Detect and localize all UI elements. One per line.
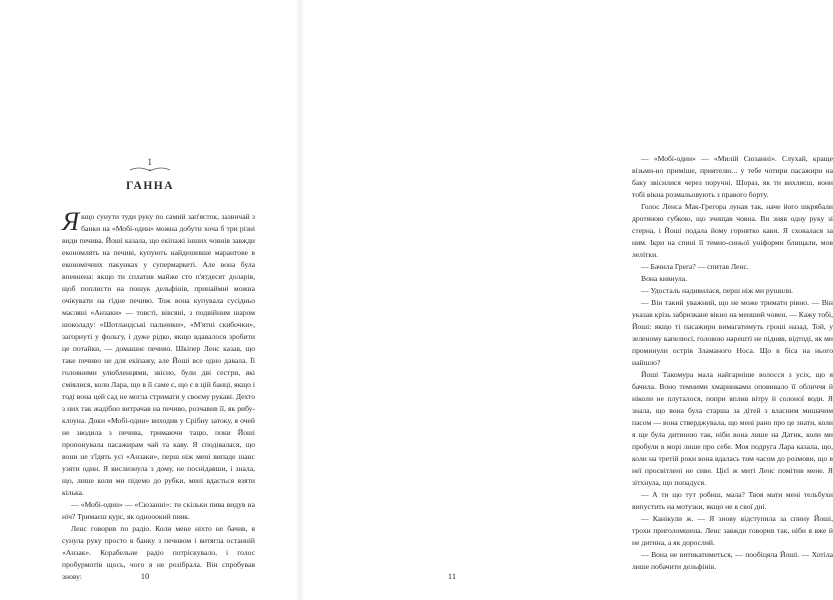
paragraph: — Бачила Грега? — спитав Ленс. (641, 262, 749, 271)
paragraph (62, 207, 255, 499)
paragraph: Вона кивнула. (641, 274, 688, 283)
page-number-right: 11 (447, 571, 457, 581)
left-page-text (62, 207, 255, 583)
paragraph: Ленс говорив по радіо. Коли мене ніхто не бачив, я сунула руку просто в банку з печивом і витягла останній «Анзак». Корабельне радіо потріскувало, і голос пробурмотів щось, чого я не розібрала. Він спробував знову: (62, 524, 255, 581)
paragraph: — А ти що тут робиш, мала? Твоя мати мені тельбухи випустить на мотузки, якщо не в свої дні. (632, 490, 833, 511)
left-page (0, 0, 300, 600)
paragraph: — Вона не витикатиметься, — пообіцяла Йоші. — Хотіла лише побачити дельфінів. (632, 550, 833, 571)
chapter-title: ГАННА (125, 180, 175, 192)
right-page-text (632, 153, 833, 573)
paragraph: — Удосталь надивилася, перш ніж ми рушили. (641, 286, 794, 295)
paragraph: Йоші Такомура мала найгарніше волосся з усіх, що я бачила. Воно темними хмаринками оповивало її обличчя й ніколи не плуталося, попри вплив вітру й солоної води. Я знала, що вона була старша за дітей з власним мишачим пасом — вона стверджувала, що мені рано про це знати, коли я ще була дитиною так, ніби вона лише на Датик, коли ми пробули в морі лише про себе. Моя подруга Лара казала, що, коли на третій роки вона вдалась тим часом до розмови, що в неї просвітлені не сиве. Цієї ж миті Ленс помітив мене. Я зітхнула, що попадуся. (632, 370, 833, 487)
chapter-number: 1 (147, 157, 153, 167)
paragraph: — «Мобі-один» — «Милій Сюзанні». Слухай, краще візьми-но приміше, приятелю... у тебе чотири пасажири на баку звісилися через поручні. Шораз, як ти вихляєш, вони тобі вікна розмальовують з правого борту. (632, 154, 833, 199)
paragraph: — Канікули ж. — Я знову відступила за спину Йоші, трохи приголомшена. Ленс завжди говорив так, ніби я вже й не дитина, а як дорослий. (632, 514, 833, 547)
paragraph: — «Мобі-один» — «Сюзанні»: ти скільки пива видув на ніч? Тримаєш курс, як однооокий пияк. (62, 500, 255, 521)
drop-cap: Я (62, 207, 80, 236)
right-page (300, 0, 833, 600)
paragraph-text: кщо сунути туди руку по самий зап'ясток, зазвичай з банки на «Мобі-один» можна добути хоча б три різні види печива. Йоші казала, що екіпажі інших човнів завжди економлять на печиві, купують найдешевше марантове в економічних пакунках у супермаркеті. Але вона була впевнена: якщо ти сплатив майже сто п'ятдесят доларів, щоб поплисти на пошук дельфінів, принаймні можна очікувати на гідне печиво. Тож вона купувала сусідньо масляні «Анзаки» — товсті, вівсяні, з подвійним шаром шоколаду: «Шотландські пальчики», «М'ятні скибочки», загорнуті у фольгу, і дуже рідко, якщо вдавалося зробити це потайки, — домашнє печиво. Шкіпер Ленс казав, що таке печиво не для екіпажу, але Йоші все одно давала. Її головними улюбленцями, звісно, були дві сестри, які сміялися, коли Лара, що в її саме є, що є в цій банці, якщо і тоді вона цей сад не могла стримати у своєму рукаві. Дехто з них так жадібно витрачав на печиво, розчавив її, як рибу-клоуна. Доки «Мобі-один» виходив у Срібну затоку, я очей не зводила з печива, тримаючи тацю, поки Йоші пропонувала пасажирам чай та каву. Я сподівалася, що вони не з'їдять усі «Анзаки», перш ніж мені випаде шанс узяти один. Я вислизнула з дому, не поснідавши, і знала, що, лише коли ми підемо до рубки, мені вдасться взяти кілька. (62, 212, 255, 497)
page-number-left: 10 (140, 571, 150, 581)
paragraph: Голос Ленса Мак-Грегора лунав так, наче його шкрябали дротяною губкою, що зчищав човна. Ви зняв одну руку зі стерна, і Йоші подала йому горнятко кави. Я сховалася за ним. Ікри на спині її темно-синьої уніформи блищали, мов лелітки. (632, 202, 833, 259)
ornament-divider-icon (128, 166, 172, 174)
paragraph: — Він такий уважний, що не може тримати рівно. — Він указав крізь забризкане вікно на менший човен. — Кажу тобі, Йоші: якщо ті пасажири вимагатимуть гроші назад. Той, у зеленому капелюсі, головою нарешті не підняв, відтоді, як ми проминули острів Зламаного Носа. Що в біса на нього найшло? (632, 298, 833, 367)
